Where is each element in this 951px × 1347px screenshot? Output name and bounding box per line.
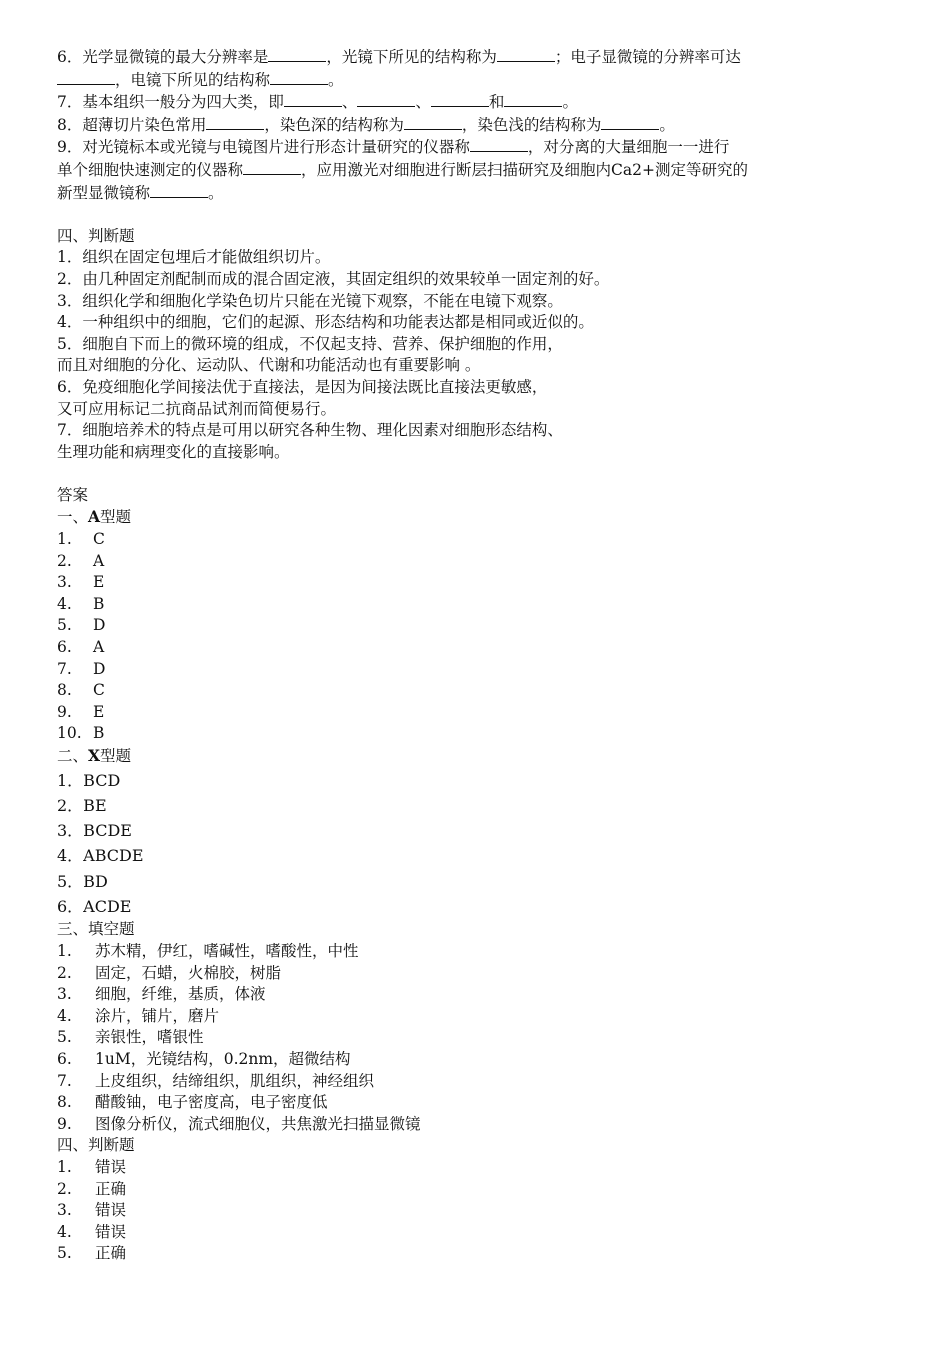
judge-item: 7．细胞培养术的特点是可用以研究各种生物、理化因素对细胞形态结构、 bbox=[57, 421, 563, 440]
item-value: C bbox=[93, 681, 105, 700]
section-heading-judge: 四、判断题 bbox=[57, 226, 135, 245]
answer-blank bbox=[206, 114, 264, 130]
question-text: 。 bbox=[562, 93, 578, 112]
spacer bbox=[57, 204, 907, 226]
answer-item bbox=[57, 529, 907, 551]
item-number: 3. bbox=[57, 985, 72, 1004]
answer-item bbox=[57, 659, 907, 681]
answer-item bbox=[57, 941, 907, 963]
item-number: 4. bbox=[57, 1006, 72, 1025]
spacer bbox=[57, 463, 907, 485]
question-text: 和 bbox=[488, 93, 505, 112]
answer-blank bbox=[57, 69, 115, 85]
judge-item: 3．组织化学和细胞化学染色切片只能在光镜下观察，不能在电镜下观察。 bbox=[57, 291, 563, 310]
item-number: 2. bbox=[57, 963, 72, 982]
item-value: B bbox=[93, 594, 105, 613]
question-number: 6． bbox=[57, 48, 83, 66]
judge-item: 又可应用标记二抗商品试剂而简便易行。 bbox=[57, 399, 337, 418]
answer-item bbox=[57, 963, 907, 985]
question-number: 7． bbox=[57, 93, 83, 112]
answer-item bbox=[57, 594, 907, 616]
item-value: 苏木精，伊红，嗜碱性，嗜酸性，中性 bbox=[95, 941, 359, 960]
item-value: E bbox=[93, 702, 105, 721]
item-number: 2. bbox=[57, 551, 72, 570]
question-text: ；电子显微镜的分辨率可达 bbox=[554, 48, 741, 66]
judge-item: 1．组织在固定包埋后才能做组织切片。 bbox=[57, 248, 331, 267]
answer-item bbox=[57, 680, 907, 702]
answer-item bbox=[57, 984, 907, 1006]
heading-suffix: 型题 bbox=[100, 508, 132, 527]
item-number: 1. bbox=[57, 1157, 72, 1176]
question-9-line-3 bbox=[57, 182, 907, 205]
item-number: 3. bbox=[57, 1201, 72, 1220]
answer-blank bbox=[470, 136, 528, 152]
answer-item bbox=[57, 1006, 907, 1028]
judge-item: 而且对细胞的分化、运动队、代谢和功能活动也有重要影响 。 bbox=[57, 356, 481, 375]
answer-blank bbox=[243, 159, 301, 175]
item-number: 8. bbox=[57, 681, 72, 700]
answer-item bbox=[57, 1071, 907, 1093]
item-value: A bbox=[93, 638, 105, 657]
answer-blank bbox=[268, 46, 326, 62]
item-number: 7. bbox=[57, 659, 72, 678]
answer-blank bbox=[497, 46, 555, 62]
item-value: 正确 bbox=[95, 1244, 127, 1263]
heading-letter: A bbox=[88, 507, 101, 527]
answer-item bbox=[57, 615, 907, 637]
item-value: 错误 bbox=[95, 1157, 127, 1176]
judge-item: 5．细胞自下而上的微环境的组成，不仅起支持、营养、保护细胞的作用， bbox=[57, 334, 563, 353]
answer-item: 3．BCDE bbox=[57, 821, 132, 841]
item-number: 9. bbox=[57, 1114, 72, 1133]
item-value: 正确 bbox=[95, 1179, 127, 1198]
answer-blank bbox=[431, 91, 489, 107]
question-8 bbox=[57, 114, 907, 137]
judge-item: 2．由几种固定剂配制而成的混合固定液，其固定组织的效果较单一固定剂的好。 bbox=[57, 269, 610, 288]
item-number: 4. bbox=[57, 1222, 72, 1241]
heading-prefix: 二、 bbox=[57, 747, 89, 765]
question-number: 9． bbox=[57, 138, 83, 157]
item-value: 亲银性，嗜银性 bbox=[95, 1028, 204, 1047]
answer-item: 4．ABCDE bbox=[57, 846, 144, 866]
question-text: 单个细胞快速测定的仪器称 bbox=[57, 160, 244, 179]
item-number: 5. bbox=[57, 1244, 72, 1263]
answer-item bbox=[57, 1092, 907, 1114]
answer-item bbox=[57, 702, 907, 724]
question-text: 超薄切片染色常用 bbox=[82, 115, 207, 134]
question-9-line-1 bbox=[57, 136, 907, 159]
heading-prefix: 一、 bbox=[57, 508, 89, 527]
question-text: 、 bbox=[341, 93, 358, 112]
question-text: 基本组织一般分为四大类，即 bbox=[82, 93, 284, 112]
section-heading-x-type bbox=[57, 745, 907, 768]
item-value: 上皮组织，结缔组织，肌组织，神经组织 bbox=[95, 1071, 375, 1090]
item-value: 固定，石蜡，火棉胶，树脂 bbox=[95, 963, 282, 982]
item-number: 5. bbox=[57, 616, 72, 635]
question-text: 。 bbox=[328, 70, 344, 89]
answer-item: 6．ACDE bbox=[57, 897, 132, 917]
question-text: 新型显微镜称 bbox=[57, 183, 151, 202]
item-number: 6. bbox=[57, 1049, 72, 1068]
question-text: 对光镜标本或光镜与电镜图片进行形态计量研究的仪器称 bbox=[82, 138, 470, 157]
item-number: 10. bbox=[57, 724, 82, 743]
question-text: 。 bbox=[208, 183, 224, 202]
item-number: 1. bbox=[57, 941, 72, 960]
item-value: C bbox=[93, 530, 105, 549]
item-number: 2. bbox=[57, 1179, 72, 1198]
item-value: D bbox=[93, 616, 106, 635]
question-text: ，对分离的大量细胞一一进行 bbox=[527, 138, 730, 157]
answer-item bbox=[57, 637, 907, 659]
item-number: 7. bbox=[57, 1071, 72, 1090]
answer-blank bbox=[404, 114, 462, 130]
question-text: ，光镜下所见的结构称为 bbox=[326, 48, 497, 66]
item-value: 错误 bbox=[95, 1201, 127, 1220]
question-text: 光学显微镜的最大分辨率是 bbox=[82, 48, 269, 66]
item-value: 1uM，光镜结构，0.2nm，超微结构 bbox=[95, 1049, 351, 1068]
answer-item bbox=[57, 1049, 907, 1071]
section-heading-fill: 三、填空题 bbox=[57, 920, 135, 939]
item-value: 错误 bbox=[95, 1222, 127, 1241]
answer-blank bbox=[270, 69, 328, 85]
answers-title: 答案 bbox=[57, 485, 89, 504]
item-value: E bbox=[93, 573, 105, 592]
answer-item bbox=[57, 1114, 907, 1136]
answer-item bbox=[57, 1243, 907, 1265]
judge-item: 生理功能和病理变化的直接影响。 bbox=[57, 442, 290, 461]
item-number: 1. bbox=[57, 530, 72, 549]
answer-item bbox=[57, 572, 907, 594]
item-value: 涂片，铺片，磨片 bbox=[95, 1006, 220, 1025]
question-6-line-2 bbox=[57, 69, 907, 92]
item-number: 4. bbox=[57, 594, 72, 613]
answer-item bbox=[57, 1157, 907, 1179]
question-text: ，染色浅的结构称为 bbox=[461, 115, 602, 134]
item-value: 醋酸铀，电子密度高，电子密度低 bbox=[95, 1093, 328, 1112]
question-text: ，应用激光对细胞进行断层扫描研究及细胞内Ca2+测定等研究的 bbox=[301, 160, 748, 179]
question-text: ，染色深的结构称为 bbox=[264, 115, 404, 134]
item-number: 9. bbox=[57, 702, 72, 721]
heading-letter: X bbox=[88, 746, 101, 765]
item-value: 细胞，纤维，基质，体液 bbox=[95, 985, 266, 1004]
answer-item bbox=[57, 1222, 907, 1244]
answer-blank bbox=[357, 91, 415, 107]
answer-item bbox=[57, 1027, 907, 1049]
item-value: 图像分析仪，流式细胞仪，共焦激光扫描显微镜 bbox=[95, 1114, 421, 1133]
item-number: 8. bbox=[57, 1093, 72, 1112]
judge-item: 6．免疫细胞化学间接法优于直接法，是因为间接法既比直接法更敏感， bbox=[57, 377, 548, 396]
question-6-line-1 bbox=[57, 46, 907, 69]
document-page bbox=[57, 46, 907, 1265]
question-number: 8． bbox=[57, 115, 83, 134]
section-heading-judge-answers: 四、判断题 bbox=[57, 1136, 135, 1155]
question-text: 、 bbox=[415, 93, 431, 112]
answer-blank bbox=[150, 182, 208, 198]
answer-item bbox=[57, 723, 907, 745]
item-value: A bbox=[93, 551, 105, 570]
question-9-line-2 bbox=[57, 159, 907, 182]
item-number: 6. bbox=[57, 638, 72, 657]
item-value: B bbox=[93, 724, 105, 743]
answer-item bbox=[57, 1179, 907, 1201]
judge-item: 4．一种组织中的细胞，它们的起源、形态结构和功能表达都是相同或近似的。 bbox=[57, 313, 594, 332]
answer-item: 5．BD bbox=[57, 871, 108, 891]
answer-blank bbox=[284, 91, 342, 107]
answer-blank bbox=[504, 91, 562, 107]
answer-item: 1．BCD bbox=[57, 770, 121, 790]
question-text: 。 bbox=[659, 115, 675, 134]
answer-item bbox=[57, 551, 907, 573]
item-value: D bbox=[93, 659, 106, 678]
answer-item: 2．BE bbox=[57, 795, 107, 815]
question-7 bbox=[57, 91, 907, 114]
answer-blank bbox=[601, 114, 659, 130]
heading-suffix: 型题 bbox=[100, 747, 132, 765]
answer-item bbox=[57, 1200, 907, 1222]
item-number: 5. bbox=[57, 1028, 72, 1047]
item-number: 3. bbox=[57, 573, 72, 592]
question-text: ，电镜下所见的结构称 bbox=[115, 70, 271, 89]
section-heading-a-type bbox=[57, 506, 907, 529]
